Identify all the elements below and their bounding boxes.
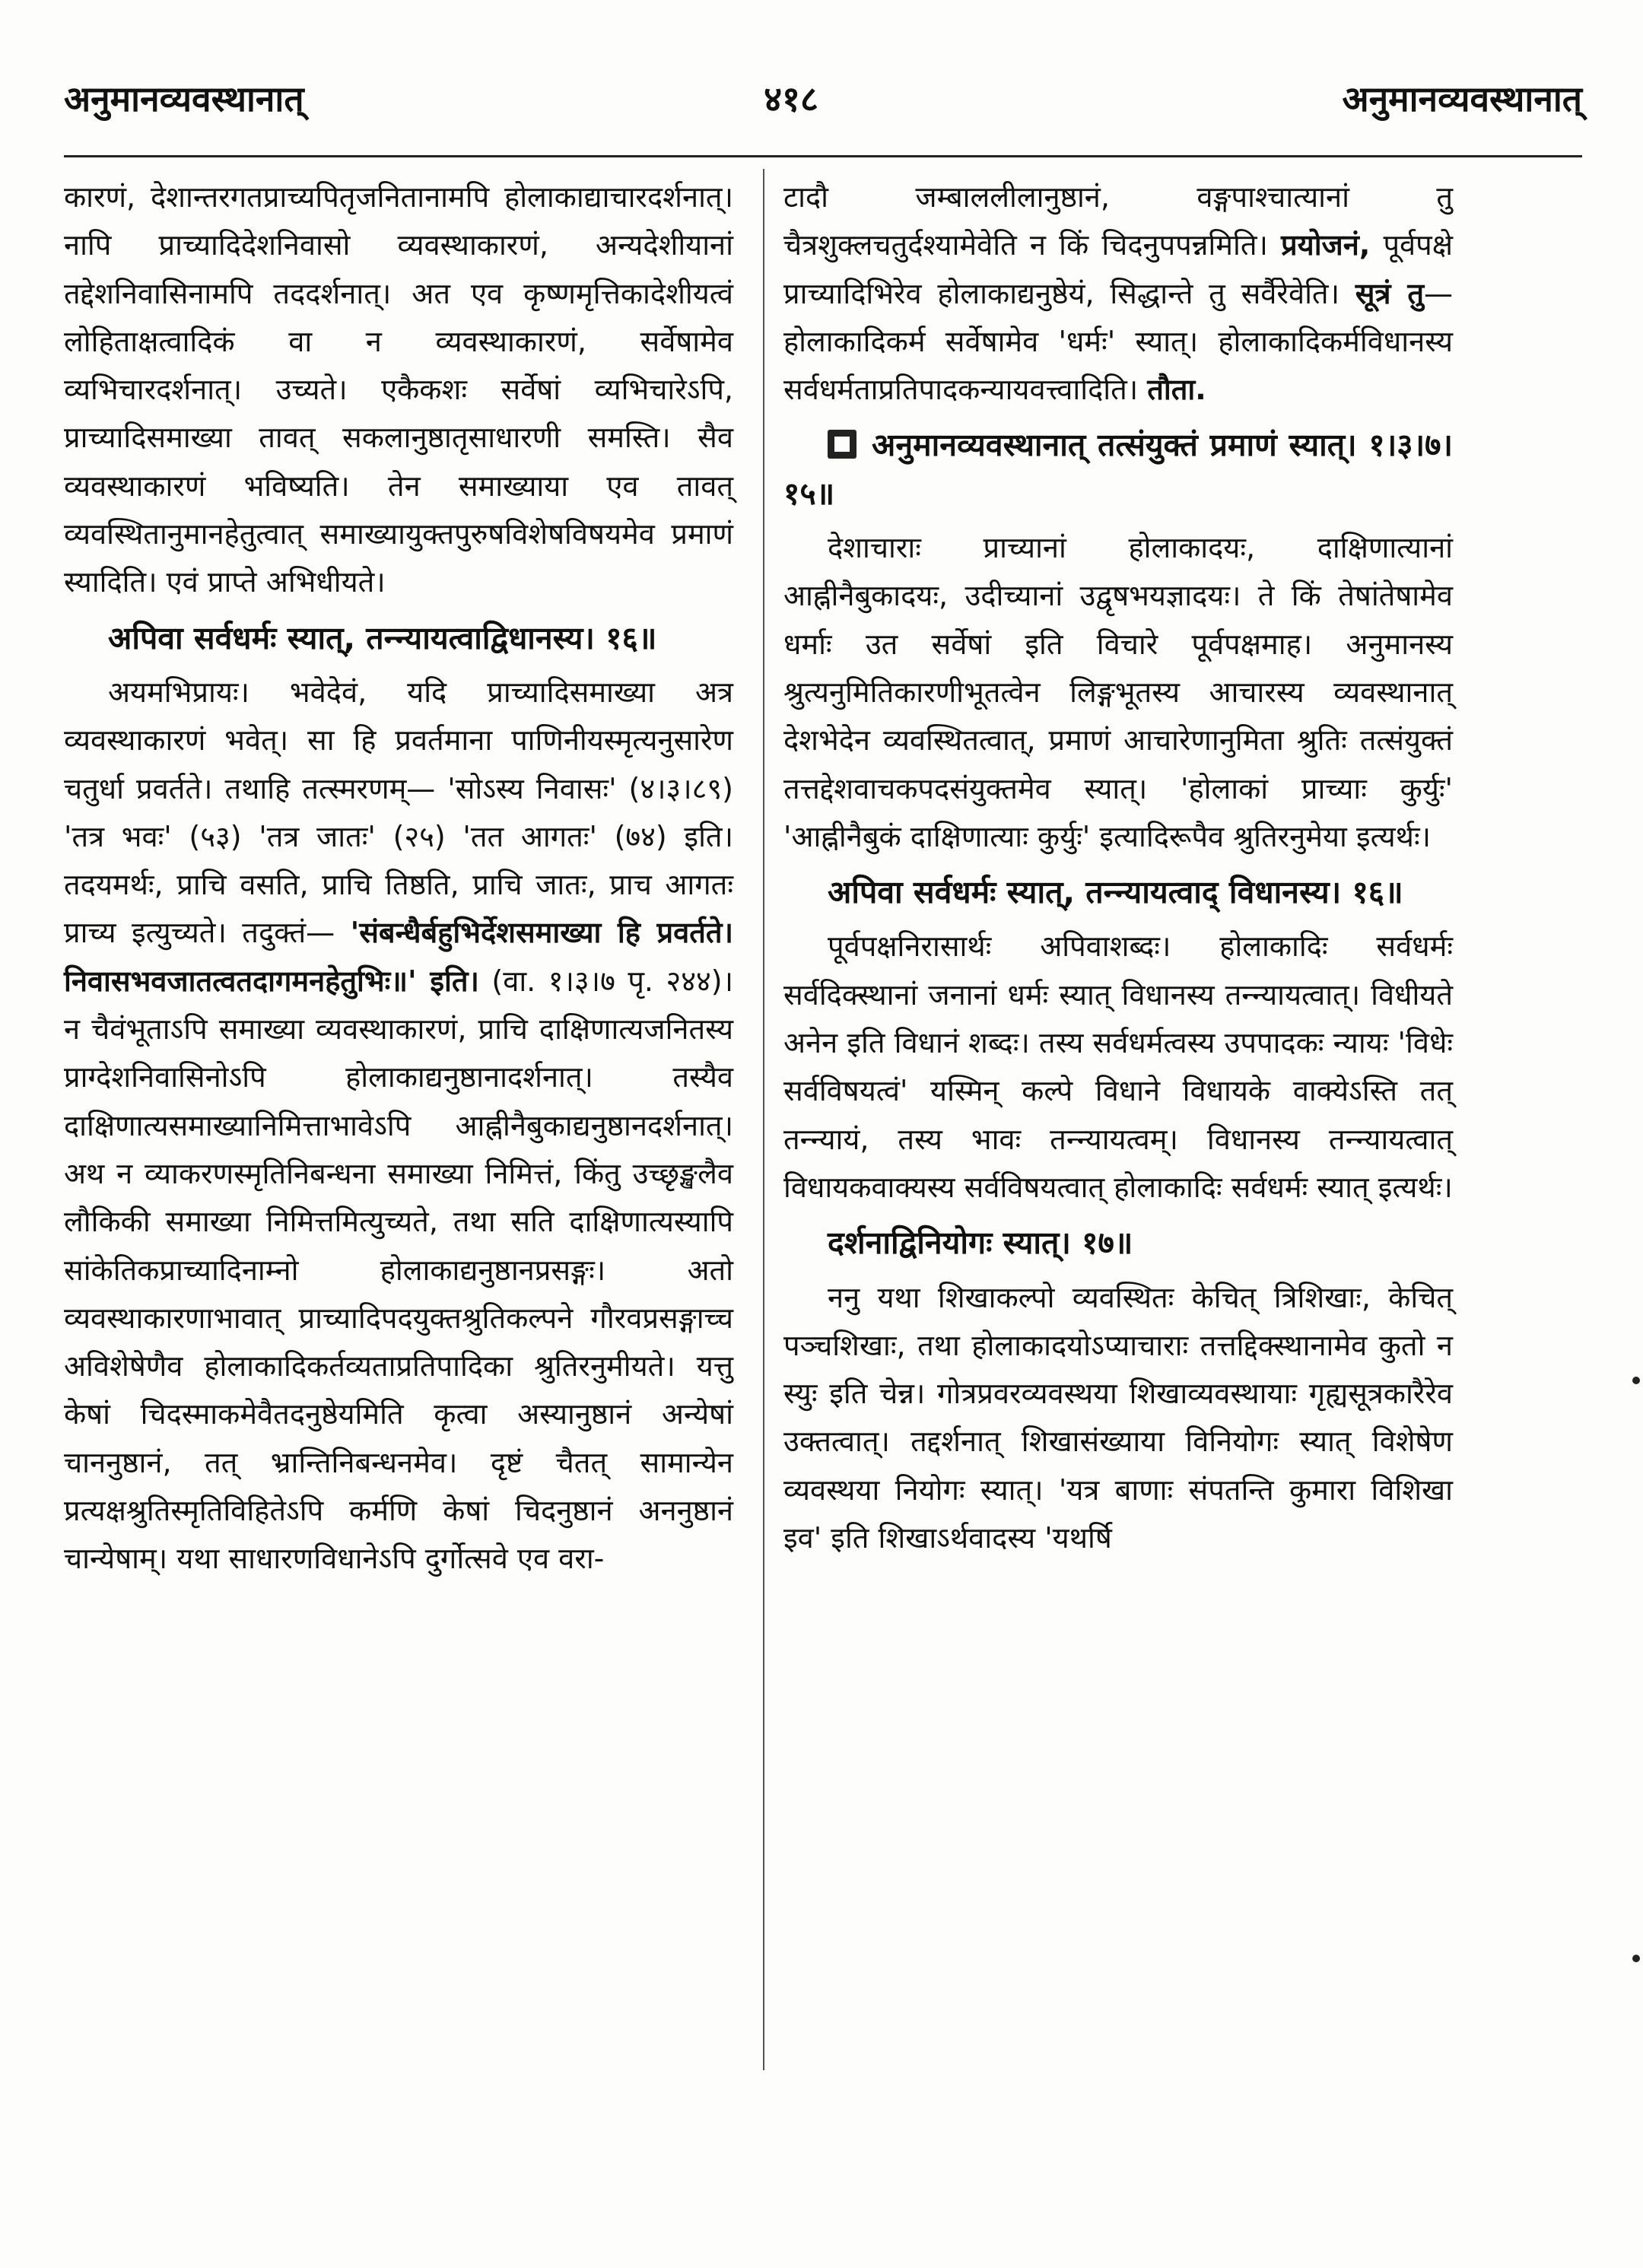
- right-sutra-17: दर्शनाद्विनियोगः स्यात्। १७॥: [828, 1225, 1133, 1262]
- margin-speck: [1632, 1955, 1640, 1962]
- page-number: ४१८: [764, 78, 818, 119]
- running-head-right: अनुमानव्यवस्थानात्: [1342, 78, 1582, 119]
- right-sutra-16: अपिवा सर्वधर्मः स्यात्, तन्न्यायत्वाद् विधानस्य। १६॥: [828, 874, 1403, 911]
- tauta-label: तौता.: [1147, 373, 1206, 407]
- right-paragraph-3: पूर्वपक्षनिरासार्थः अपिवाशब्दः। होलाकादिः सर्वधर्मः सर्वदिक्स्थानां जनानां धर्मः स्यात् विधानस्य तन्न्यायत्वात्। विधीयते अनेन इति विधानं शब्दः। तस्य सर्वधर्मत्वस्य उपपादकः न्यायः 'विधेः सर्वविषयत्वं' यस्मिन् कल्पे विधाने विधायके वाक्येऽस्ति तत् तन्न्यायं, तस्य भावः तन्न्यायत्वम्। विधानस्य तन्न्यायत्वात् विधायकवाक्यस्य सर्वविषयत्वात् होलाकादिः सर्वधर्मः स्यात् इत्यर्थः।: [783, 929, 1453, 1204]
- right-p1-mid: पूर्वपक्षे प्राच्यादिभिरेव होलाकाद्यनुष्ठेयं, सिद्धान्ते तु सर्वैरेवेति।: [783, 228, 1453, 310]
- right-sutra-15-text: अनुमानव्यवस्थानात् तत्संयुक्तं प्रमाणं स्यात्। १।३।७।१५॥: [783, 427, 1453, 512]
- sutram-label: सूत्रं तु: [1355, 276, 1424, 310]
- left-p2-end: न चैवंभूताऽपि समाख्या व्यवस्थाकारणं, प्राचि दाक्षिणात्यजनितस्य प्राग्देशनिवासिनोऽपि होलाकाद्यनुष्ठानादर्शनात्। तस्यैव दाक्षिणात्यसमाख्यानिमित्ताभावेऽपि आह्नीनैबुकाद्यनुष्ठानदर्शनात्। अथ न व्याकरणस्मृतिनिबन्धना समाख्या निमित्तं, किंतु उच्छृङ्खलैव लौकिकी समाख्या निमित्तमित्युच्यते, तथा सति दाक्षिणात्यस्यापि सांकेतिकप्राच्यादिनाम्नो होलाकाद्यनुष्ठानप्रसङ्गः। अतो व्यवस्थाकारणाभावात् प्राच्यादिपदयुक्तश्रुतिकल्पने गौरवप्रसङ्गाच्च अविशेषेणैव होलाकादिकर्तव्यताप्रतिपादिका श्रुतिरनुमीयते। यत्तु केषां चिदस्माकमेवैतदनुष्ठेयमिति कृत्वा अस्यानुष्ठानं अन्येषां चाननुष्ठानं, तत् भ्रान्तिनिबन्धनमेव। दृष्टं चैतत् सामान्येन प्रत्यक्षश्रुतिस्मृतिविहितेऽपि कर्मणि केषां चिदनुष्ठानं अननुष्ठानं चान्येषाम्। यथा साधारणविधानेऽपि दुर्गोत्सवे एव वरा-: [64, 1012, 733, 1576]
- left-paragraph-1: कारणं, देशान्तरगतप्राच्यपितृजनितानामपि होलाकाद्याचारदर्शनात्। नापि प्राच्यादिदेशनिवासो व्यवस्थाकारणं, अन्यदेशीयानां तद्देशनिवासिनामपि तददर्शनात्। अत एव कृष्णमृत्तिकादेशीयत्वं लोहिताक्षत्वादिकं वा न व्यवस्थाकारणं, सर्वेषामेव व्यभिचारदर्शनात्। उच्यते। एकैकशः सर्वेषां व्यभिचारेऽपि, प्राच्यादिसमाख्या तावत् सकलानुष्ठातृसाधारणी समस्ति। सैव व्यवस्थाकारणं भविष्यति। तेन समाख्याया एव तावत् व्यवस्थितानुमानहेतुत्वात् समाख्यायुक्तपुरुषविशेषविषयमेव प्रमाणं स्यादिति। एवं प्राप्ते अभिधीयते।: [64, 180, 733, 599]
- right-paragraph-1: [783, 173, 1453, 414]
- right-paragraph-4: ननु यथा शिखाकल्पो व्यवस्थितः केचित् त्रिशिखाः, केचित् पञ्चशिखाः, तथा होलाकादयोऽप्याचाराः तत्तद्दिक्स्थानामेव कुतो न स्युः इति चेन्न। गोत्रप्रवरव्यवस्थया शिखाव्यवस्थायाः गृह्यसूत्रकारैरेव उक्तत्वात्। तद्दर्शनात् शिखासंख्याया विनियोगः स्यात् विशेषेण व्यवस्थया नियोगः स्यात्। 'यत्र बाणाः संपतन्ति कुमारा विशिखा इव' इति शिखाऽर्थवादस्य 'यथर्षि: [783, 1280, 1453, 1555]
- section-mark-icon: [828, 430, 856, 459]
- right-paragraph-2: देशाचाराः प्राच्यानां होलाकादयः, दाक्षिणात्यानां आह्नीनैबुकादयः, उदीच्यानां उद्वृषभयज्ञादयः। ते किं तेषांतेषामेव धर्माः उत सर्वेषां इति विचारे पूर्वपक्षमाह। अनुमानस्य श्रुत्यनुमितिकारणीभूतत्वेन लिङ्गभूतस्य आचारस्य व्यवस्थानात् देशभेदेन व्यवस्थितत्वात्, प्रमाणं आचारेणानुमिता श्रुतिः तत्संयुक्तं तत्तद्देशवाचकपदसंयुक्तमेव स्यात्। 'होलाकां प्राच्याः कुर्युः' 'आह्नीनैबुकं दाक्षिणात्याः कुर्युः' इत्यादिरूपैव श्रुतिरनुमेया इत्यर्थः।: [783, 531, 1453, 853]
- column-divider: [763, 169, 764, 2070]
- header-rule: [64, 155, 1582, 157]
- prayojanam-label: प्रयोजनं,: [1281, 228, 1371, 262]
- left-paragraph-2: [64, 669, 733, 1583]
- right-sutra-15: [783, 421, 1453, 518]
- right-column: [783, 173, 1453, 1562]
- left-p2-quote: 'संबन्धैर्बहुभिर्देशसमाख्या हि प्रवर्तते। निवासभवजातत्वतदागमनहेतुभिः॥' इति।: [64, 916, 733, 998]
- right-p1-end: —होलाकादिकर्म सर्वेषामेव 'धर्मः' स्यात्। होलाकादिकर्मविधानस्य सर्वधर्मताप्रतिपादकन्यायवत्त्वादिति।: [783, 276, 1453, 407]
- margin-speck: [1632, 1377, 1640, 1384]
- right-p1-start: टादौ जम्बाललीलानुष्ठानं, वङ्गपाश्चात्यानां तु चैत्रशुक्लचतुर्दश्यामेवेति न किं चिदनुपपन्नमिति।: [783, 180, 1453, 262]
- left-p2-ref: (वा. १।३।७ पृ. २४४)।: [491, 964, 733, 998]
- left-p2-start: अयमभिप्रायः। भवेदेवं, यदि प्राच्यादिसमाख्या अत्र व्यवस्थाकारणं भवेत्। सा हि प्रवर्तमाना पाणिनीयस्मृत्यनुसारेण चतुर्धा प्रवर्तते। तथाहि तत्स्मरणम्— 'सोऽस्य निवासः' (४।३।८९) 'तत्र भवः' (५३) 'तत्र जातः' (२५) 'तत आगतः' (७४) इति। तदयमर्थः, प्राचि वसति, प्राचि तिष्ठति, प्राचि जातः, प्राच आगतः प्राच्य इत्युच्यते। तदुक्तं—: [64, 675, 733, 950]
- running-head-left: अनुमानव्यवस्थानात्: [64, 78, 304, 119]
- left-sutra-16: अपिवा सर्वधर्मः स्यात्, तन्न्यायत्वाद्विधानस्य। १६॥: [108, 619, 657, 656]
- left-column: [64, 173, 733, 1583]
